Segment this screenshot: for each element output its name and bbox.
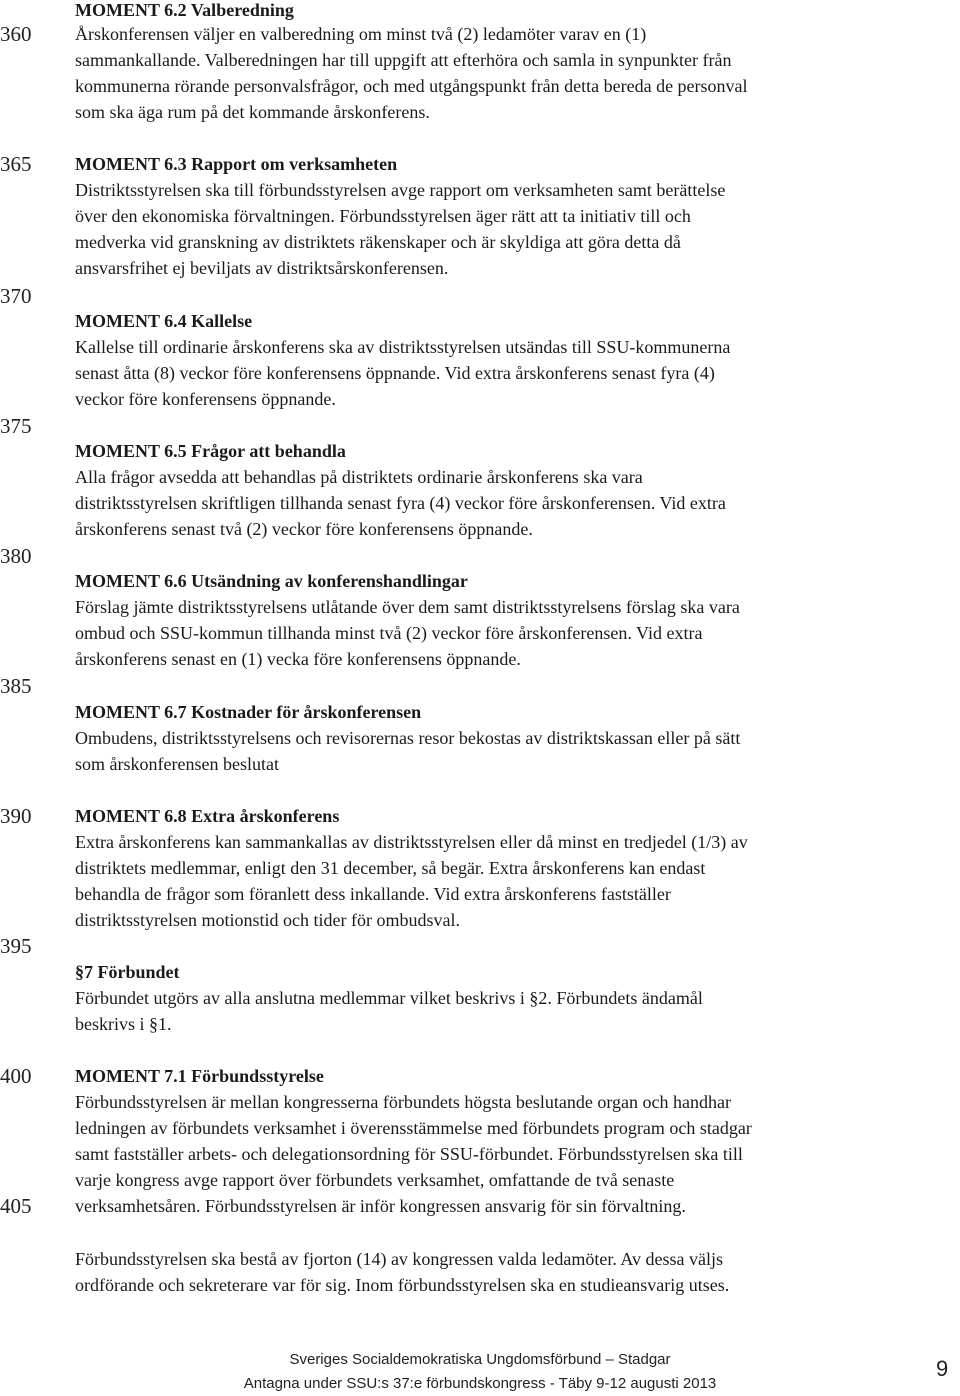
section-heading: §7 Förbundet <box>75 962 180 982</box>
line-number: 390 <box>0 804 32 828</box>
text-line: medverka vid granskning av distriktets räkenskaper och är skyldiga att göra detta då <box>75 232 681 252</box>
text-line: Distriktsstyrelsen ska till förbundsstyrelsen avge rapport om verksamheten samt berättelse <box>75 180 726 200</box>
text-line: distriktsstyrelsen skriftligen tillhanda senast fyra (4) veckor före årskonferensen. Vid extra <box>75 493 726 513</box>
text-line: Kallelse till ordinarie årskonferens ska av distriktsstyrelsen utsändas till SSU-kommunerna <box>75 337 731 357</box>
text-line: årskonferens senast två (2) veckor före konferensens öppnande. <box>75 519 533 539</box>
section-heading: MOMENT 6.2 Valberedning <box>75 0 294 20</box>
text-line: som årskonferensen beslutat <box>75 754 279 774</box>
page-number: 9 <box>936 1356 949 1381</box>
text-line: Förslag jämte distriktsstyrelsens utlåtande över dem samt distriktsstyrelsens förslag ska vara <box>75 597 740 617</box>
section-heading: MOMENT 6.5 Frågor att behandla <box>75 441 346 461</box>
text-line: kommunerna rörande personvalsfrågor, och med utgångspunkt från detta bereda de personval <box>75 76 748 96</box>
text-line: distriktsstyrelsen motionstid och tider för ombudsval. <box>75 910 460 930</box>
text-line: senast åtta (8) veckor före konferensens öppnande. Vid extra årskonferens senast fyra (4) <box>75 363 715 383</box>
text-line: Årskonferensen väljer en valberedning om minst två (2) ledamöter varav en (1) <box>75 24 647 44</box>
text-line: verksamhetsåren. Förbundsstyrelsen är inför kongressen ansvarig för sin förvaltning. <box>75 1196 686 1216</box>
line-number: 400 <box>0 1064 32 1088</box>
text-line: sammankallande. Valberedningen har till uppgift att efterhöra och samla in synpunkter från <box>75 50 732 70</box>
text-line: Extra årskonferens kan sammankallas av distriktsstyrelsen eller då minst en tredjedel (1/3) av <box>75 832 748 852</box>
text-line: ledningen av förbundets verksamhet i överensstämmelse med förbundets program och stadgar <box>75 1118 752 1138</box>
text-line: som ska äga rum på det kommande årskonferens. <box>75 102 430 122</box>
text-line: Alla frågor avsedda att behandlas på distriktets ordinarie årskonferens ska vara <box>75 467 643 487</box>
text-line: över den ekonomiska förvaltningen. Förbundsstyrelsen äger rätt att ta initiativ till och <box>75 206 691 226</box>
line-number: 375 <box>0 414 32 438</box>
line-number: 395 <box>0 934 32 958</box>
text-line: varje kongress avge rapport över förbundets verksamhet, omfattande de två senaste <box>75 1170 675 1190</box>
text-line: ansvarsfrihet ej beviljats av distriktsårskonferensen. <box>75 258 449 278</box>
section-heading: MOMENT 6.7 Kostnader för årskonferensen <box>75 702 422 722</box>
text-line: samt fastställer arbets- och delegationsordning för SSU-förbundet. Förbundsstyrelsen ska till <box>75 1144 743 1164</box>
line-number: 360 <box>0 22 32 46</box>
line-number: 405 <box>0 1194 32 1218</box>
section-heading: MOMENT 6.4 Kallelse <box>75 311 253 331</box>
line-number: 365 <box>0 152 32 176</box>
section-heading: MOMENT 6.6 Utsändning av konferenshandlingar <box>75 571 468 591</box>
footer-title: Sveriges Socialdemokratiska Ungdomsförbund – Stadgar <box>289 1351 671 1368</box>
text-line: beskrivs i §1. <box>75 1014 172 1034</box>
text-line: Ombudens, distriktsstyrelsens och revisorernas resor bekostas av distriktskassan eller på sätt <box>75 728 741 748</box>
section-heading: MOMENT 6.8 Extra årskonferens <box>75 806 340 826</box>
line-number: 385 <box>0 674 32 698</box>
text-line: årskonferens senast en (1) vecka före konferensens öppnande. <box>75 649 521 669</box>
text-line: veckor före konferensens öppnande. <box>75 389 336 409</box>
text-line: behandla de frågor som föranlett dess inkallande. Vid extra årskonferens fastställer <box>75 884 671 904</box>
text-line: distriktets medlemmar, enligt den 31 december, så begär. Extra årskonferens kan endast <box>75 858 706 878</box>
text-line: ombud och SSU-kommun tillhanda minst två (2) veckor före årskonferensen. Vid extra <box>75 623 703 643</box>
line-number: 370 <box>0 284 32 308</box>
section-heading: MOMENT 6.3 Rapport om verksamheten <box>75 154 398 174</box>
text-line: ordförande och sekreterare var för sig. Inom förbundsstyrelsen ska en studieansvarig utses. <box>75 1275 730 1295</box>
text-line: Förbundsstyrelsen är mellan kongresserna förbundets högsta beslutande organ och handhar <box>75 1092 731 1112</box>
section-heading: MOMENT 7.1 Förbundsstyrelse <box>75 1066 324 1086</box>
footer-subtitle: Antagna under SSU:s 37:e förbundskongress - Täby 9-12 augusti 2013 <box>243 1375 717 1392</box>
line-number: 380 <box>0 544 32 568</box>
text-line: Förbundsstyrelsen ska bestå av fjorton (14) av kongressen valda ledamöter. Av dessa väljs <box>75 1249 724 1269</box>
text-line: Förbundet utgörs av alla anslutna medlemmar vilket beskrivs i §2. Förbundets ändamål <box>75 988 703 1008</box>
